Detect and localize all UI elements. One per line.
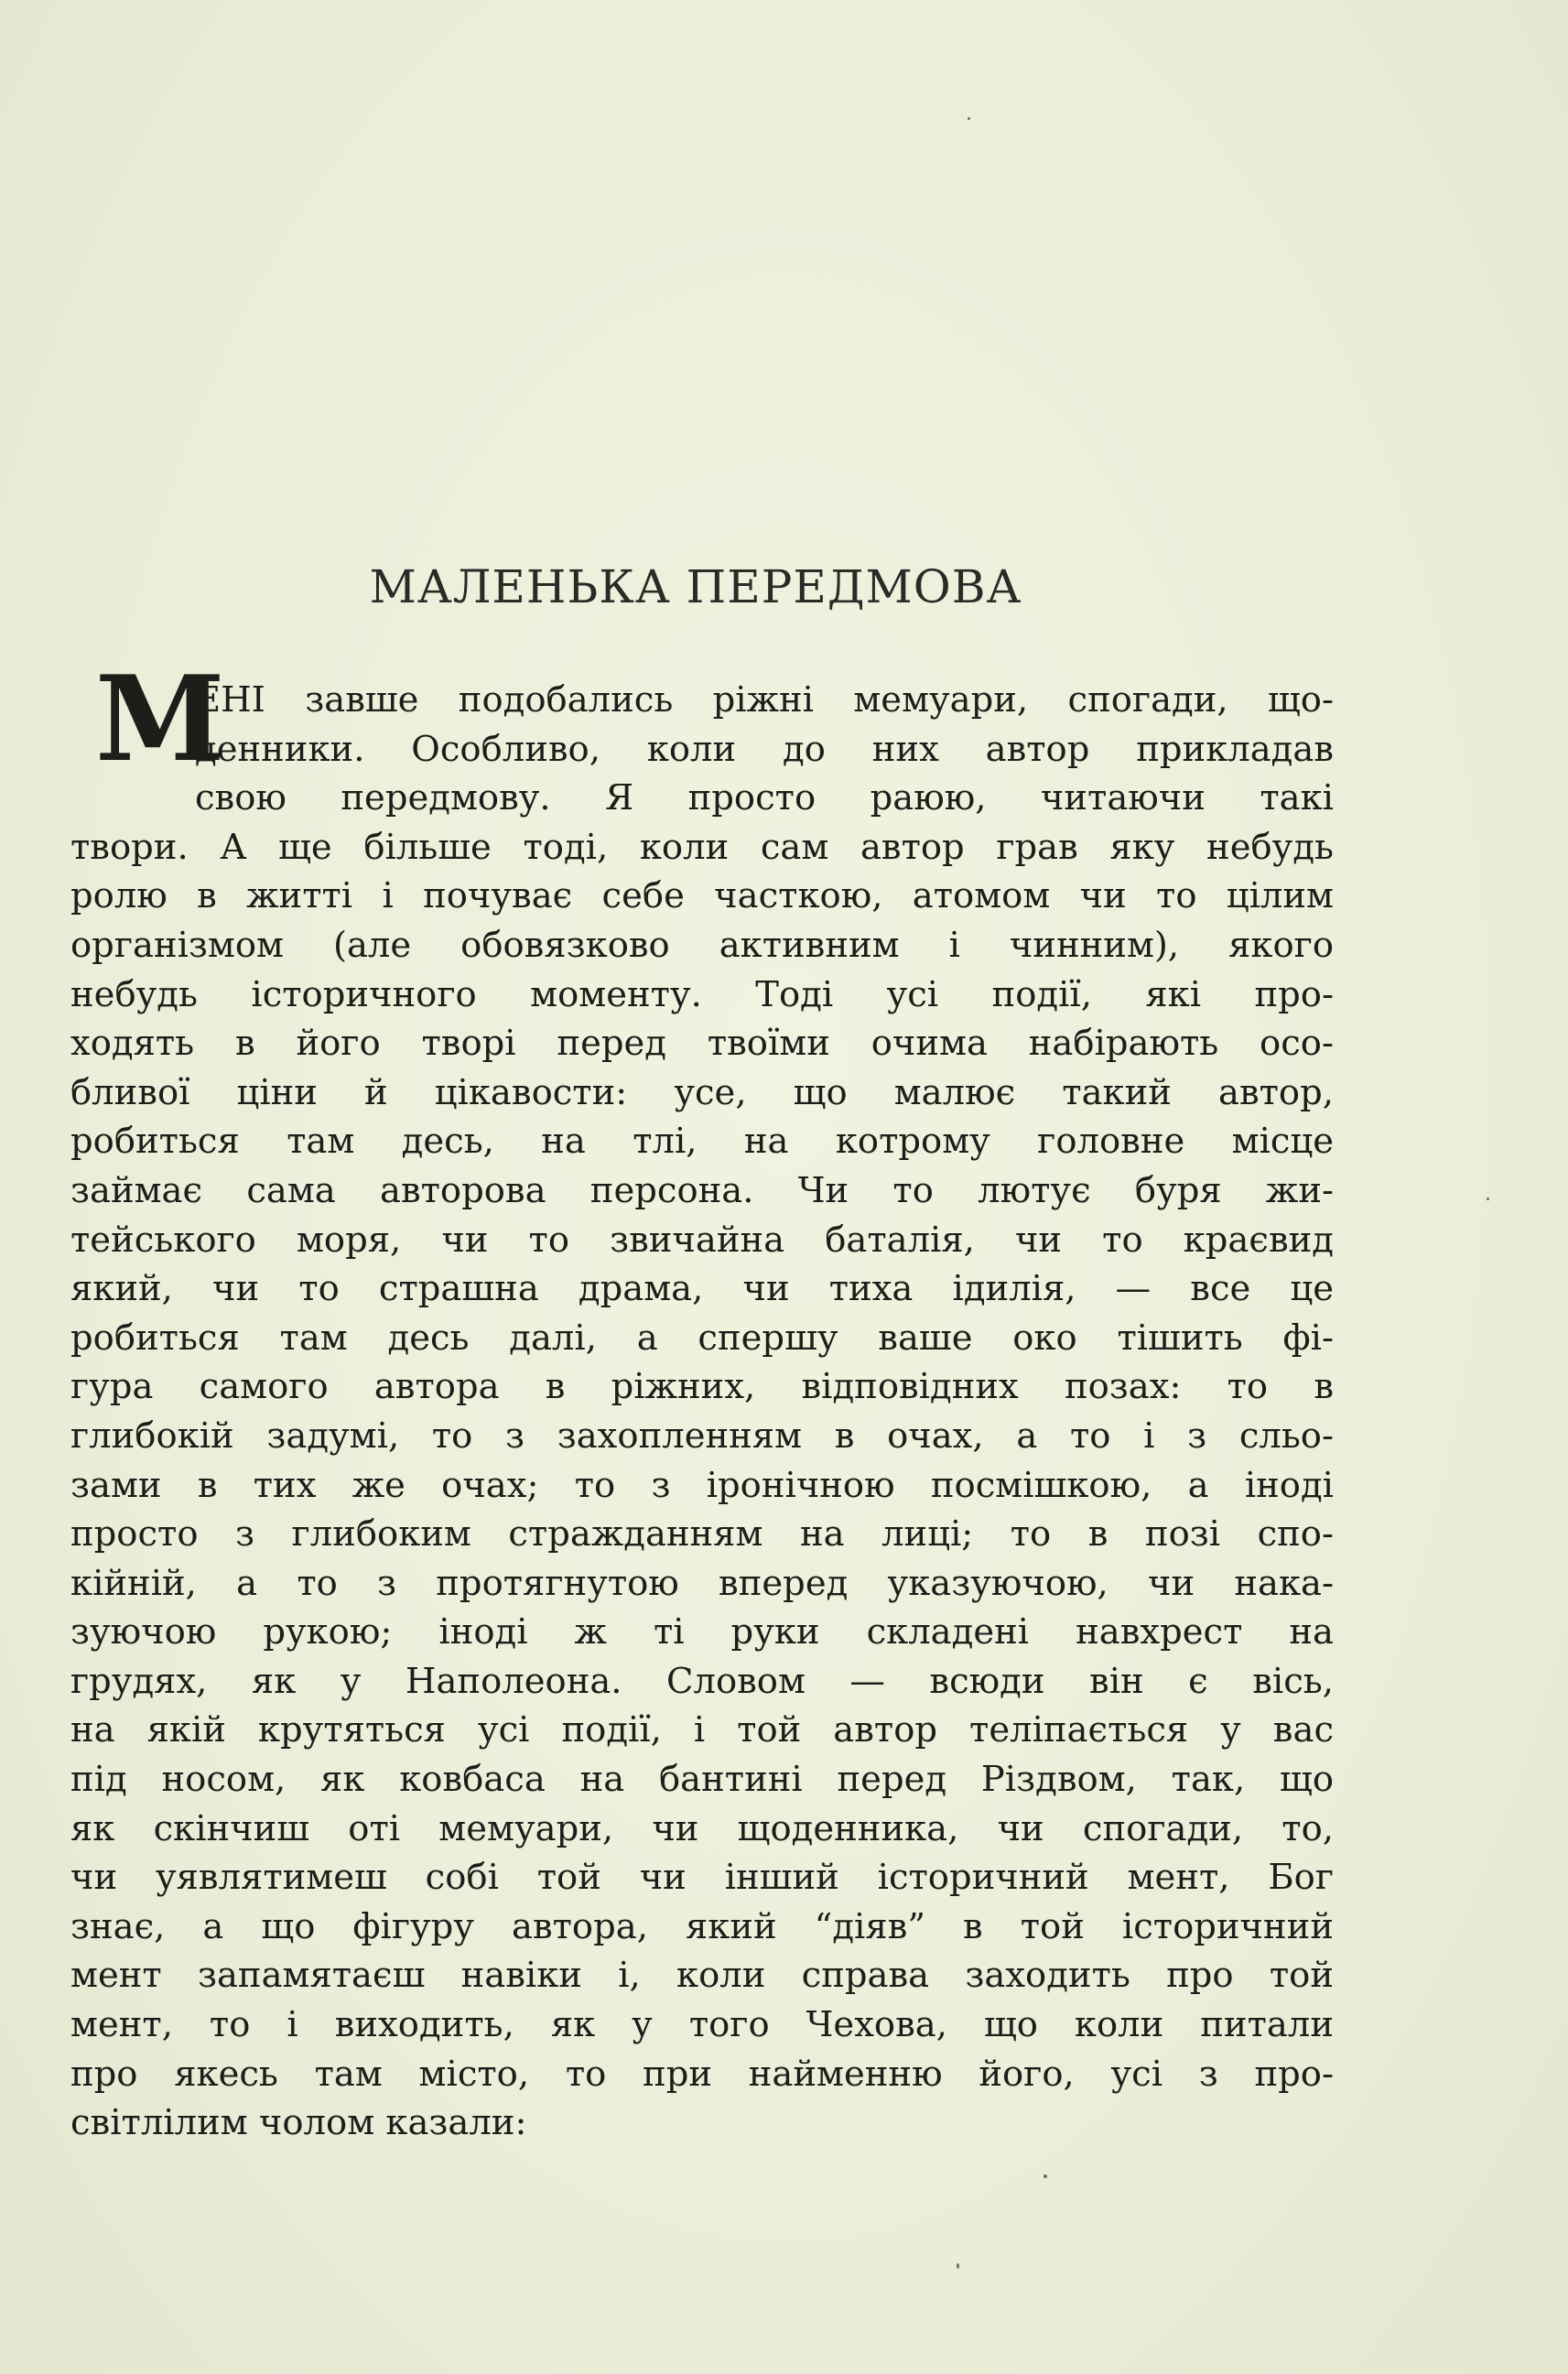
text-line: глибокій задумі, то з захопленням в очах, а то і з сльо- — [70, 1415, 1334, 1457]
paper-speck — [1044, 2174, 1047, 2178]
text-line: знає, а що фігуру автора, який “діяв” в той історичний — [70, 1905, 1334, 1947]
text-line-last: світлілим чолом казали: — [70, 2102, 527, 2144]
text-line: мент, то і виходить, як у того Чехова, що коли питали — [70, 2004, 1334, 2046]
text-line: чи уявлятимеш собі той чи інший історичний мент, Бог — [70, 1857, 1334, 1899]
text-line: організмом (але обовязково активним і чинним), якого — [70, 924, 1334, 966]
text-line: гура самого автора в ріжних, відповідних позах: то в — [70, 1366, 1334, 1408]
text-line: робиться там десь, на тлі, на котрому головне місце — [70, 1121, 1334, 1163]
text-line: бливої ціни й цікавости: усе, що малює такий автор, — [70, 1071, 1334, 1113]
text-line: тейського моря, чи то звичайна баталія, чи то краєвид — [70, 1219, 1334, 1261]
paper-speck — [957, 2263, 959, 2269]
text-line: зуючою рукою; іноді ж ті руки складені навхрест на — [70, 1611, 1334, 1653]
paper-speck — [1487, 1198, 1489, 1200]
text-line: який, чи то страшна драма, чи тиха ідилія, — все це — [70, 1268, 1334, 1310]
text-line: твори. А ще більше тоді, коли сам автор грав яку небудь — [70, 826, 1334, 868]
text-line: під носом, як ковбаса на бантині перед Різдвом, так, що — [70, 1759, 1334, 1801]
text-line: ЕНІ завше подобались ріжні мемуари, спогади, що- — [195, 679, 1334, 721]
text-line: грудях, як у Наполеона. Словом — всюди він є вісь, — [70, 1660, 1334, 1702]
text-line: денники. Особливо, коли до них автор прикладав — [195, 728, 1334, 770]
text-line: небудь історичного моменту. Тоді усі події, які про- — [70, 973, 1334, 1015]
text-line: про якесь там місто, то при найменню його, усі з про- — [70, 2053, 1334, 2095]
text-line: мент запамятаєш навіки і, коли справа заходить про той — [70, 1955, 1334, 1997]
text-line: зами в тих же очах; то з іронічною посмішкою, а іноді — [70, 1464, 1334, 1506]
body-text — [70, 676, 1334, 2148]
drop-cap: М — [95, 651, 225, 788]
text-line: просто з глибоким стражданням на лиці; то в позі спо- — [70, 1513, 1334, 1556]
text-line: кійній, а то з протягнутою вперед указуючою, чи нака- — [70, 1562, 1334, 1604]
text-line: робиться там десь далі, а спершу ваше око тішить фі- — [70, 1317, 1334, 1359]
text-line: ходять в його творі перед твоїми очима набірають осо- — [70, 1023, 1334, 1065]
text-line: ролю в житті і почуває себе часткою, атомом чи то цілим — [70, 875, 1334, 917]
text-line: на якій крутяться усі події, і той автор теліпається у вас — [70, 1709, 1334, 1751]
text-line: як скінчиш оті мемуари, чи щоденника, чи спогади, то, — [70, 1807, 1334, 1849]
text-line: займає сама авторова персона. Чи то лютує буря жи- — [70, 1169, 1334, 1211]
paper-speck — [968, 117, 970, 120]
text-line: свою передмову. Я просто раюю, читаючи такі — [195, 777, 1334, 819]
chapter-title: МАЛЕНЬКА ПЕРЕДМОВА — [369, 560, 1022, 613]
